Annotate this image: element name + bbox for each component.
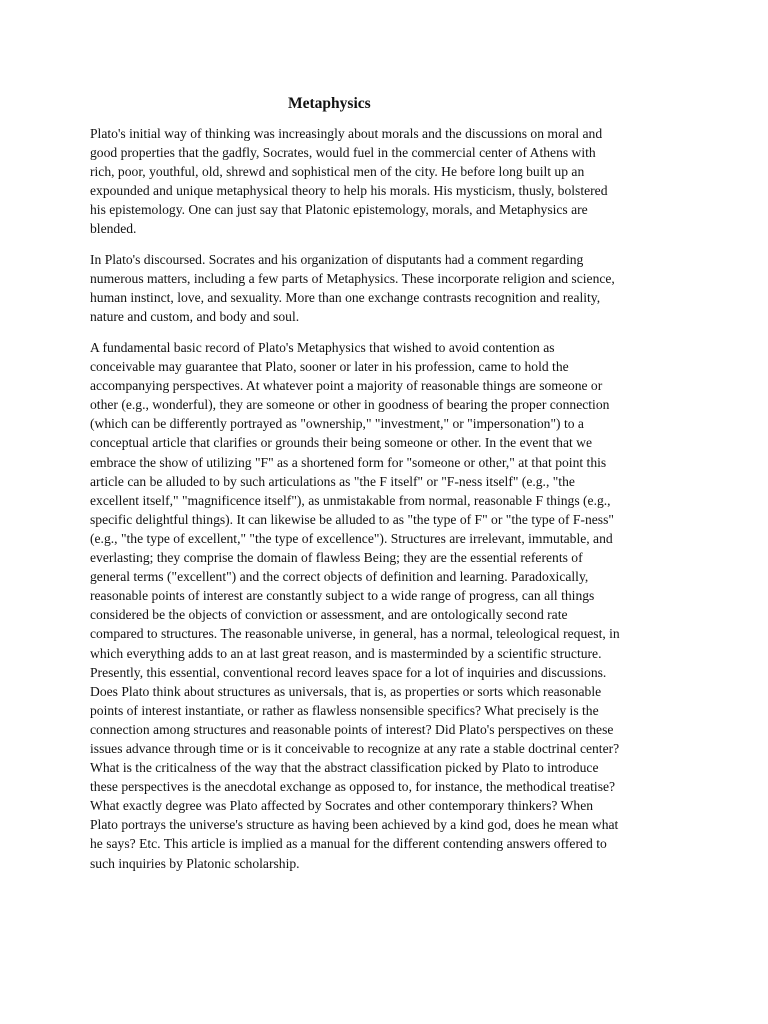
text-line: points of interest instantiate, or rather as flawless nonsensible specifics? What precisely is the [90,702,599,718]
text-line: conceptual article that clarifies or grounds their being someone or other. In the event that we [90,435,593,451]
text-line: (e.g., "the type of excellent," "the type of excellence"). Structures are irrelevant, immutable, and [90,530,613,546]
text-line: Plato portrays the universe's structure as having been achieved by a kind god, does he mean what [90,817,619,833]
text-line: everlasting; they comprise the domain of flawless Being; they are the essential referents of [90,550,583,566]
text-line: issues advance through time or is it conceivable to recognize at any rate a stable doctrinal center? [90,740,620,756]
text-line: blended. [90,221,137,237]
text-line: excellent itself," "magnificence itself"), as unmistakable from normal, reasonable F things (e.g., [90,492,611,508]
text-line: nature and custom, and body and soul. [90,309,300,325]
text-line: connection among structures and reasonable points of interest? Did Plato's perspectives on these [90,721,614,737]
paragraph-discourses [90,250,690,326]
text-line: conceivable may guarantee that Plato, sooner or later in his profession, came to hold the [90,359,569,375]
text-line: these perspectives is the anecdotal exchange as opposed to, for instance, the methodical treatise? [90,779,616,795]
text-line: general terms ("excellent") and the correct objects of definition and learning. Paradoxically, [90,569,589,585]
text-line: Does Plato think about structures as universals, that is, as properties or sorts which reasonable [90,683,602,699]
text-line: compared to structures. The reasonable universe, in general, has a normal, teleological request, in [90,626,620,642]
paragraph-intro [90,124,690,239]
text-line: What exactly degree was Plato affected by Socrates and other contemporary thinkers? When [90,798,594,814]
text-line: human instinct, love, and sexuality. More than one exchange contrasts recognition and reality, [90,290,601,306]
text-line: embrace the show of utilizing "F" as a shortened form for "someone or other," at that point this [90,454,607,470]
text-line: expounded and unique metaphysical theory to help his morals. His mysticism, thusly, bolstered [90,183,608,199]
text-line: which everything adds to an at last great reason, and is masterminded by a scientific structure. [90,645,602,661]
document-title: Metaphysics [288,95,371,112]
text-line: reasonable points of interest are constantly subject to a wide range of progress, can all things [90,588,595,604]
text-line: numerous matters, including a few parts of Metaphysics. These incorporate religion and science, [90,271,615,287]
text-line: good properties that the gadfly, Socrates, would fuel in the commercial center of Athens with [90,145,596,161]
text-line: he says? Etc. This article is implied as a manual for the different contending answers offered to [90,836,607,852]
text-line: specific delightful things). It can likewise be alluded to as "the type of F" or "the type of F-ness" [90,511,614,527]
text-line: In Plato's discoursed. Socrates and his organization of disputants had a comment regarding [90,252,584,267]
text-line: rich, poor, youthful, old, shrewd and sophistical men of the city. He before long built up an [90,164,585,180]
text-line: Presently, this essential, conventional record leaves space for a lot of inquiries and discussions. [90,664,607,680]
text-line: considered be the objects of conviction or assessment, and are ontologically second rate [90,607,568,623]
text-line: his epistemology. One can just say that Platonic epistemology, morals, and Metaphysics are [90,202,588,218]
paragraph-fundamental-record [90,338,690,873]
text-line: A fundamental basic record of Plato's Metaphysics that wished to avoid contention as [90,340,555,355]
text-line: such inquiries by Platonic scholarship. [90,855,300,871]
text-line: Plato's initial way of thinking was increasingly about morals and the discussions on moral and [90,126,603,141]
text-line: other (e.g., wonderful), they are someone or other in goodness of bearing the proper connection [90,397,610,413]
text-line: accompanying perspectives. At whatever point a majority of reasonable things are someone or [90,378,603,394]
text-line: article can be alluded to by such articulations as "the F itself" or "F-ness itself" (e.g., "the [90,473,575,489]
text-line: (which can be differently portrayed as "ownership," "investment," or "impersonation") to a [90,416,584,432]
text-line: What is the criticalness of the way that the abstract classification picked by Plato to introduce [90,760,599,776]
